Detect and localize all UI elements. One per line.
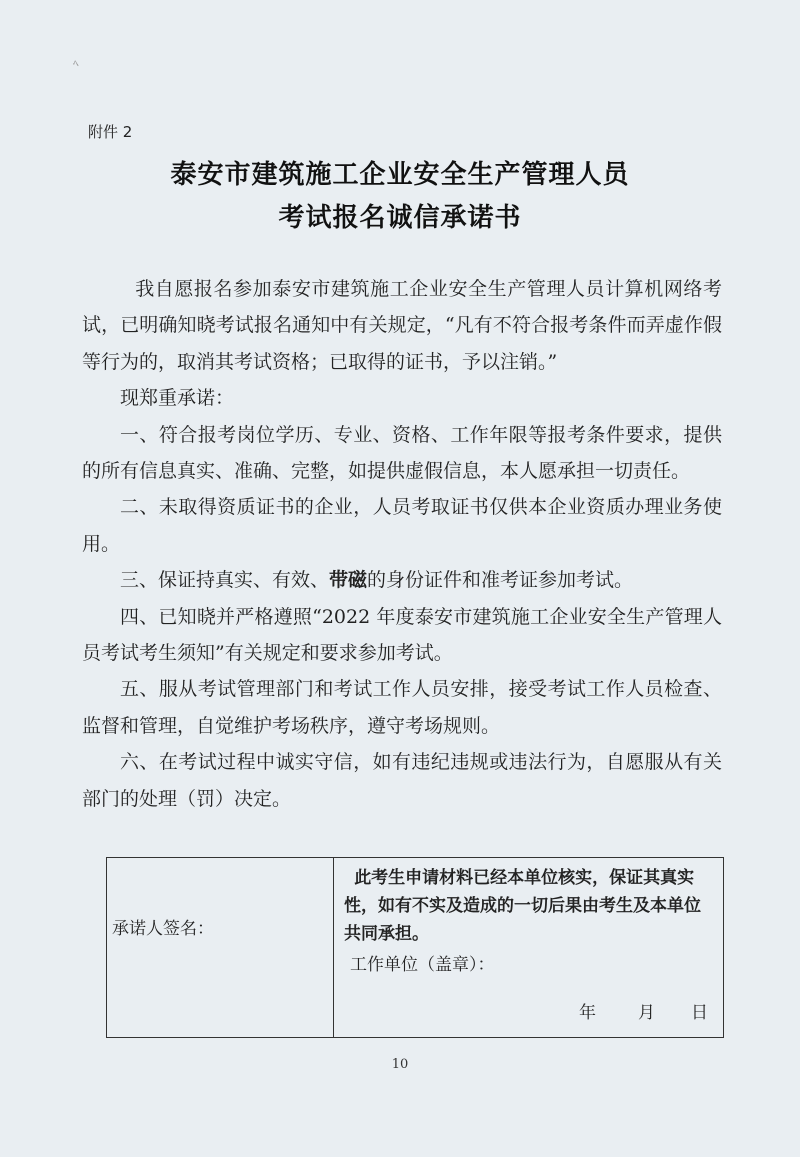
date-year-label: 年 [579, 1003, 596, 1023]
commit-heading: 现郑重承诺： [120, 387, 235, 410]
annex-label: 附件 2 [88, 123, 133, 141]
item-3-text-end: 的身份证件和准考证参加考试。 [367, 569, 634, 592]
commitment-item-5: 五、服从考试管理部门和考试工作人员安排，接受考试工作人员检查、监督和管理，自觉维护考场秩序，遵守考场规则。 [82, 678, 722, 737]
intro-paragraph: 我自愿报名参加泰安市建筑施工企业安全生产管理人员计算机网络考试，已明确知晓考试报名通知中有关规定，“凡有不符合报考条件而弄虚作假等行为的，取消其考试资格；已取得的证书，予以注销。” [82, 278, 722, 373]
title-line-2: 考试报名诚信承诺书 [278, 203, 522, 233]
date-month-label: 月 [638, 1003, 655, 1023]
commitment-item-4: 四、已知晓并严格遵照“2022 年度泰安市建筑施工企业安全生产管理人员考试考生须知”有关规定和要求参加考试。 [82, 605, 722, 665]
item-3-bold-text: 带磁 [329, 569, 368, 592]
signature-cell [107, 858, 334, 1037]
title-line-1: 泰安市建筑施工企业安全生产管理人员 [170, 160, 630, 190]
commitment-item-6: 六、在考试过程中诚实守信，如有违纪违规或违法行为，自愿服从有关部门的处理（罚）决定。 [82, 751, 722, 810]
signature-table [106, 857, 724, 1038]
signer-signature-label: 承诺人签名： [112, 919, 214, 939]
verification-cell [334, 858, 723, 1037]
commitment-item-1: 一、符合报考岗位学历、专业、资格、工作年限等报考条件要求，提供的所有信息真实、准确、完整，如提供虚假信息，本人愿承担一切责任。 [82, 423, 722, 483]
scan-speck: ﾍ [73, 57, 79, 70]
commitment-item-3 [82, 562, 722, 598]
commitment-item-2: 二、未取得资质证书的企业，人员考取证书仅供本企业资质办理业务使用。 [82, 496, 722, 555]
verification-statement: 此考生申请材料已经本单位核实，保证其真实性，如有不实及造成的一切后果由考生及本单位共同承担。 [344, 868, 701, 944]
page-number: 10 [391, 1057, 409, 1072]
commitment-body [82, 271, 722, 817]
work-unit-label: 工作单位（盖章）： [350, 955, 495, 975]
item-3-text-start: 三、保证持真实、有效、 [120, 569, 330, 592]
date-day-label: 日 [691, 1003, 708, 1023]
